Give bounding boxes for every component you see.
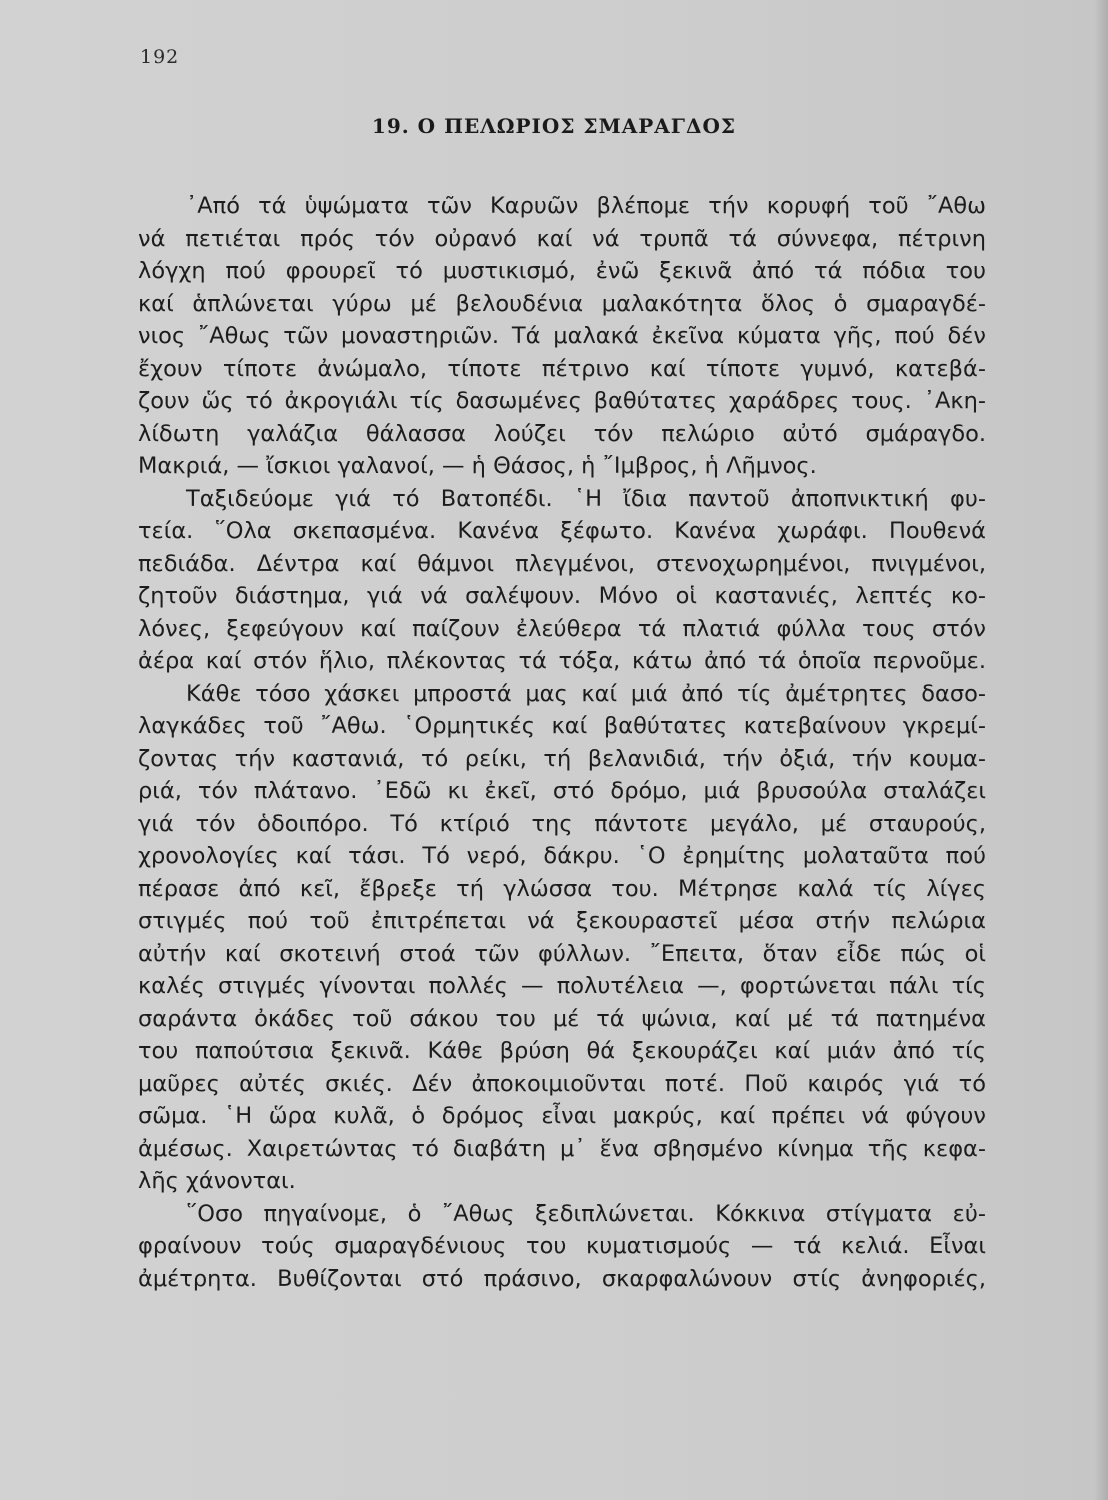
text-line-5: νιος ῎Αθως τῶν μοναστηριῶν. Τά μαλακά ἐκεῖνα κύματα γῆς, πού δέν [138,323,986,349]
text-line-18: ζοντας τήν καστανιά, τό ρείκι, τή βελανιδιά, τήν ὀξιά, τήν κουμα- [138,745,986,772]
text-line-25: καλές στιγμές γίνονται πολλές — πολυτέλεια —, φορτώνεται πάλι τίς [138,973,986,999]
text-line-16: Κάθε τόσο χάσκει μπροστά μας καί μιά ἀπό τίς ἀμέτρητες δασο- [186,680,986,707]
text-line-8: λίδωτη γαλάζια θάλασσα λούζει τόν πελώριο αὐτό σμάραγδο. [138,420,986,447]
text-line-33: φραίνουν τούς σμαραγδένιους του κυματισμούς — τά κελιά. Εἶναι [138,1233,986,1259]
text-line-2: νά πετιέται πρός τόν οὐρανό καί νά τρυπᾶ τά σύννεφα, πέτρινη [138,225,986,252]
text-line-24: αὐτήν καί σκοτεινή στοά τῶν φύλλων. ῎Επειτα, ὅταν εἶδε πώς οἱ [138,940,986,967]
page-number: 192 [140,46,180,68]
text-line-28: μαῦρες αὐτές σκιές. Δέν ἀποκοιμιοῦνται ποτέ. Ποῦ καιρός γιά τό [138,1070,986,1097]
page-gutter-shadow [1094,0,1108,1500]
text-line-19: ριά, τόν πλάτανο. ᾿Εδῶ κι ἐκεῖ, στό δρόμο, μιά βρυσούλα σταλάζει [138,778,986,804]
text-line-20: γιά τόν ὁδοιπόρο. Τό κτίριό της πάντοτε μεγάλο, μέ σταυρούς, [138,810,986,837]
text-line-1: ᾿Από τά ὑψώματα τῶν Καρυῶν βλέπομε τήν κορυφή τοῦ ῎Αθω [186,193,986,219]
text-line-13: ζητοῦν διάστημα, γιά νά σαλέψουν. Μόνο οἱ καστανιές, λεπτές κο- [138,583,986,609]
text-line-10: Ταξιδεύομε γιά τό Βατοπέδι. ῾Η ἴδια παντοῦ ἀποπνικτική φυ- [186,485,986,512]
text-line-31: λῆς χάνονται. [138,1168,296,1194]
text-line-34: ἀμέτρητα. Βυθίζονται στό πράσινο, σκαρφαλώνουν στίς ἀνηφοριές, [138,1265,986,1292]
text-line-32: ῞Οσο πηγαίνομε, ὁ ῎Αθως ξεδιπλώνεται. Κόκκινα στίγματα εὐ- [186,1200,986,1227]
text-line-17: λαγκάδες τοῦ ῎Αθω. ῾Ορμητικές καί βαθύτατες κατεβαίνουν γκρεμί- [138,713,986,739]
chapter-title: 19. Ο ΠΕΛΩΡΙΟΣ ΣΜΑΡΑΓΔΟΣ [371,114,737,138]
text-line-22: πέρασε ἀπό κεῖ, ἔβρεξε τή γλώσσα του. Μέτρησε καλά τίς λίγες [138,875,986,902]
text-line-29: σῶμα. ῾Η ὥρα κυλᾶ, ὁ δρόμος εἶναι μακρύς, καί πρέπει νά φύγουν [138,1103,986,1129]
text-line-7: ζουν ὥς τό ἀκρογιάλι τίς δασωμένες βαθύτατες χαράδρες τους. ᾿Ακη- [138,388,986,414]
text-line-14: λόνες, ξεφεύγουν καί παίζουν ἐλεύθερα τά πλατιά φύλλα τους στόν [138,615,986,642]
text-line-4: καί ἁπλώνεται γύρω μέ βελουδένια μαλακότητα ὅλος ὁ σμαραγδέ- [138,290,986,317]
text-line-27: του παπούτσια ξεκινᾶ. Κάθε βρύση θά ξεκουράζει καί μιάν ἀπό τίς [138,1038,986,1064]
chapter-body-text [138,190,986,1295]
text-line-23: στιγμές πού τοῦ ἐπιτρέπεται νά ξεκουραστεῖ μέσα στήν πελώρια [138,908,986,934]
text-line-15: ἀέρα καί στόν ἥλιο, πλέκοντας τά τόξα, κάτω ἀπό τά ὁποῖα περνοῦμε. [138,648,986,674]
text-line-21: χρονολογίες καί τάσι. Τό νερό, δάκρυ. ῾Ο ἐρημίτης μολαταῦτα πού [138,843,986,869]
text-line-26: σαράντα ὀκάδες τοῦ σάκου του μέ τά ψώνια, καί μέ τά πατημένα [138,1005,986,1032]
text-line-30: ἀμέσως. Χαιρετώντας τό διαβάτη μ᾿ ἕνα σβησμένο κίνημα τῆς κεφα- [138,1135,986,1162]
text-line-9: Μακριά, — ἴσκιοι γαλανοί, — ἡ Θάσος, ἡ ῎Ιμβρος, ἡ Λῆμνος. [138,453,817,479]
text-line-11: τεία. ῞Ολα σκεπασμένα. Κανένα ξέφωτο. Κανένα χωράφι. Πουθενά [138,518,986,544]
text-line-6: ἔχουν τίποτε ἀνώμαλο, τίποτε πέτρινο καί τίποτε γυμνό, κατεβά- [138,355,986,382]
text-line-3: λόγχη πού φρουρεῖ τό μυστικισμό, ἐνῶ ξεκινᾶ ἀπό τά πόδια του [138,258,986,284]
text-line-12: πεδιάδα. Δέντρα καί θάμνοι πλεγμένοι, στενοχωρημένοι, πνιγμένοι, [138,550,986,577]
